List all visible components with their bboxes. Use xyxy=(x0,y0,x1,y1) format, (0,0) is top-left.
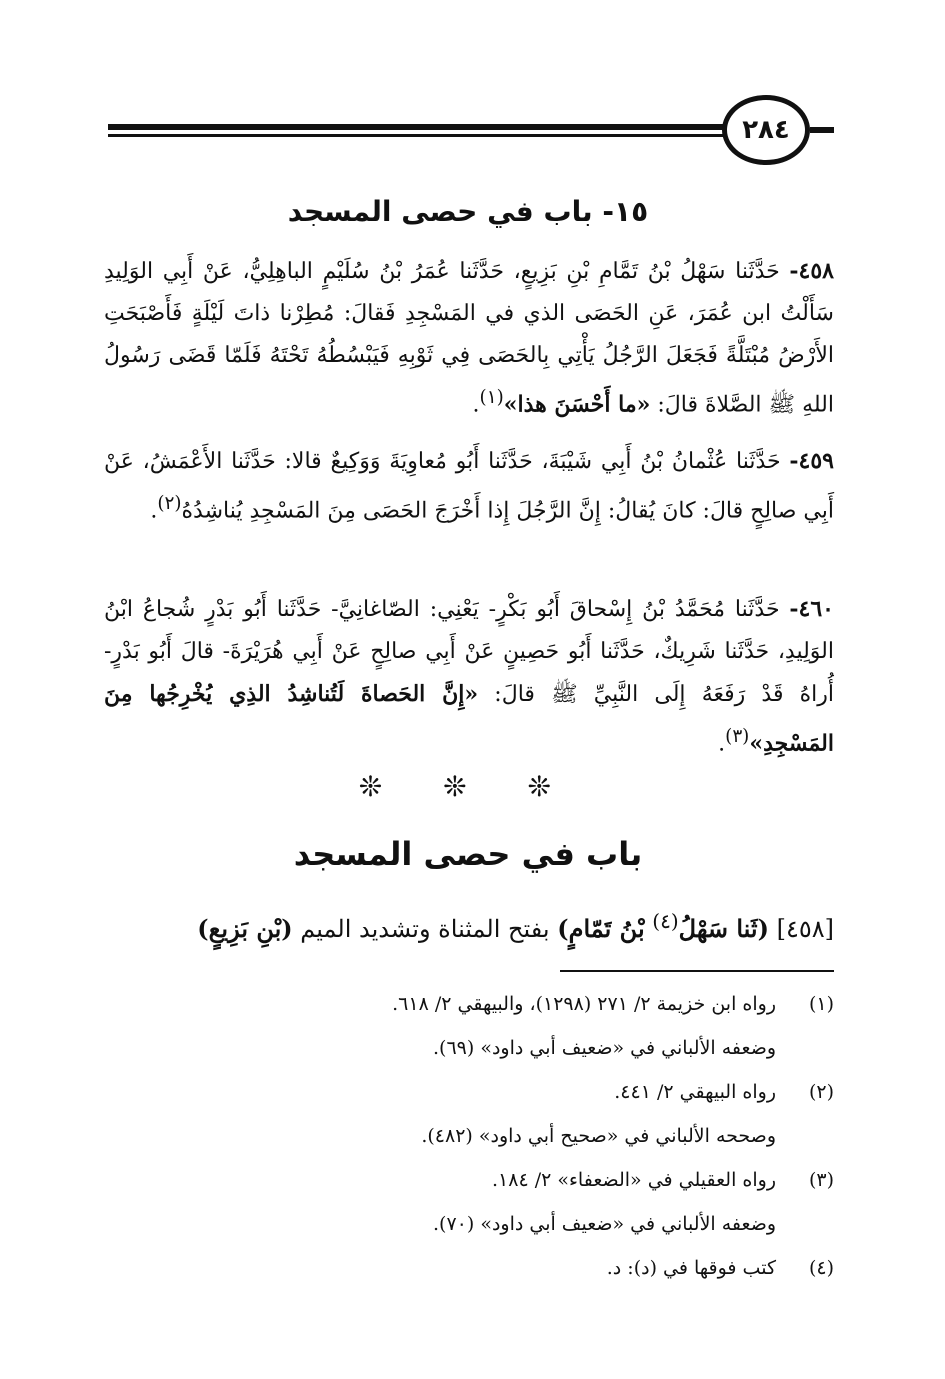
footnote-ref: (١) xyxy=(479,387,504,408)
hadith-458 xyxy=(104,250,834,426)
commentary-line xyxy=(104,896,834,954)
footnote-ref: (٣) xyxy=(725,726,750,747)
header-rule-thin xyxy=(108,134,728,137)
hadith-end: . xyxy=(472,392,480,418)
commentary-quote-c: (بْنِ بَزِيعٍ) xyxy=(197,914,293,943)
footnote-number: (٤) xyxy=(808,1257,834,1279)
commentary-quote-a: (ثَنا سَهْلُ xyxy=(678,914,769,943)
footnote-ref: (٢) xyxy=(157,493,182,514)
footnote-line: رواه ابن خزيمة ٢/ ٢٧١ (١٢٩٨)، والبيهقي ٢/ ٦١٨. xyxy=(392,993,776,1015)
footnote-number: (٣) xyxy=(808,1169,834,1191)
footnote-number: (١) xyxy=(808,993,834,1015)
hadith-text: حَدَّثَنا عُثْمانُ بْنُ أَبِي شَيْبَةَ، حَدَّثَنا أَبُو مُعاوِيَةَ وَوَكِيعٌ قالا: حَدَّثَنا الأَعْمَشُ، عَنْ أَبِي صالِحٍ قالَ: كانَ يُقالُ: إِنَّ الرَّجُلَ إِذا أَخْرَجَ الحَصَى مِنَ المَسْجِدِ يُناشِدُهُ xyxy=(104,449,834,524)
section-separator: ❊ ❊ ❊ xyxy=(358,770,578,803)
commentary-prefix: [٤٥٨] xyxy=(776,915,834,943)
footnote-4 xyxy=(104,1246,834,1290)
header-rule xyxy=(108,124,728,138)
footnote-3 xyxy=(104,1158,834,1202)
footnote-number: (٢) xyxy=(808,1081,834,1103)
hadith-number: ٤٥٩- xyxy=(789,448,834,474)
hadith-number: ٤٦٠- xyxy=(789,596,834,622)
footnote-1 xyxy=(104,982,834,1026)
footnote-line: رواه البيهقي ٢/ ٤٤١. xyxy=(614,1081,776,1103)
hadith-quote: «ما أَحْسَنَ هذا» xyxy=(503,391,651,418)
page-number: ٢٨٤ xyxy=(722,95,810,165)
hadith-460 xyxy=(104,588,834,765)
header-rule-stub xyxy=(810,127,834,133)
chapter-heading: ١٥- باب في حصى المسجد xyxy=(287,195,649,228)
footnote-line: وصححه الألباني في «صحيح أبي داود» (٤٨٢). xyxy=(421,1125,776,1147)
footnote-2 xyxy=(104,1070,834,1114)
footnote-line: كتب فوقها في (د): د. xyxy=(606,1257,776,1279)
hadith-text: حَدَّثَنا مُحَمَّدُ بْنُ إِسْحاقَ أَبُو بَكْرٍ- يَعْنِي: الصّاغانِيَّ- حَدَّثَنا أَبُو بَدْرٍ شُجاعُ ابْنُ الوَلِيدِ، حَدَّثَنا شَرِيكٌ، حَدَّثَنا أَبُو حَصِينٍ عَنْ أَبِي صالِحٍ عَنْ أَبِي هُرَيْرَةَ- قالَ أَبُو بَدْرٍ- أُراهُ قَدْ رَفَعَهُ إِلَى النَّبِيِّ ﷺ قالَ: xyxy=(104,597,834,707)
hadith-end: . xyxy=(718,731,726,757)
footnotes xyxy=(104,982,834,1290)
commentary-rest: بفتح المثناة وتشديد الميم xyxy=(300,915,550,943)
commentary-quote-b: بْنُ تَمّامٍ) xyxy=(557,914,645,943)
footnote-line: رواه العقيلي في «الضعفاء» ٢/ ١٨٤. xyxy=(491,1169,776,1191)
header-rule-thick xyxy=(108,124,728,130)
footnote-ref: (٤) xyxy=(652,909,679,933)
hadith-end: . xyxy=(150,498,158,524)
footnote-line: وضعفه الألباني في «ضعيف أبي داود» (٧٠). xyxy=(433,1213,776,1235)
hadith-number: ٤٥٨- xyxy=(789,258,834,284)
footnote-rule xyxy=(560,970,834,972)
footnote-line: وضعفه الألباني في «ضعيف أبي داود» (٦٩). xyxy=(433,1037,776,1059)
commentary-heading: باب في حصى المسجد xyxy=(293,835,643,873)
hadith-text: حَدَّثَنا سَهْلُ بْنُ تَمَّامِ بْنِ بَزِيعٍ، حَدَّثَنا عُمَرُ بْنُ سُلَيْمٍ الباهِلِيُّ، عَنْ أَبِي الوَلِيدِ سَأَلْتُ ابن عُمَرَ، عَنِ الحَصَى الذي في المَسْجِدِ فَقالَ: مُطِرْنا ذاتَ لَيْلَةٍ فَأَصْبَحَتِ الأَرْضُ مُبْتَلَّةً فَجَعَلَ الرَّجُلُ يَأْتِي بِالحَصَى فِي ثَوْبِهِ فَيَبْسُطُهُ تَحْتَهُ فَلَمّا قَضَى رَسُولُ اللهِ ﷺ الصَّلاةَ قالَ: xyxy=(104,259,834,418)
hadith-quote: «إِنَّ الحَصاةَ لَتُناشِدُ الذِي يُخْرِجُها مِنَ المَسْجِدِ» xyxy=(104,681,834,757)
hadith-459 xyxy=(104,440,834,532)
